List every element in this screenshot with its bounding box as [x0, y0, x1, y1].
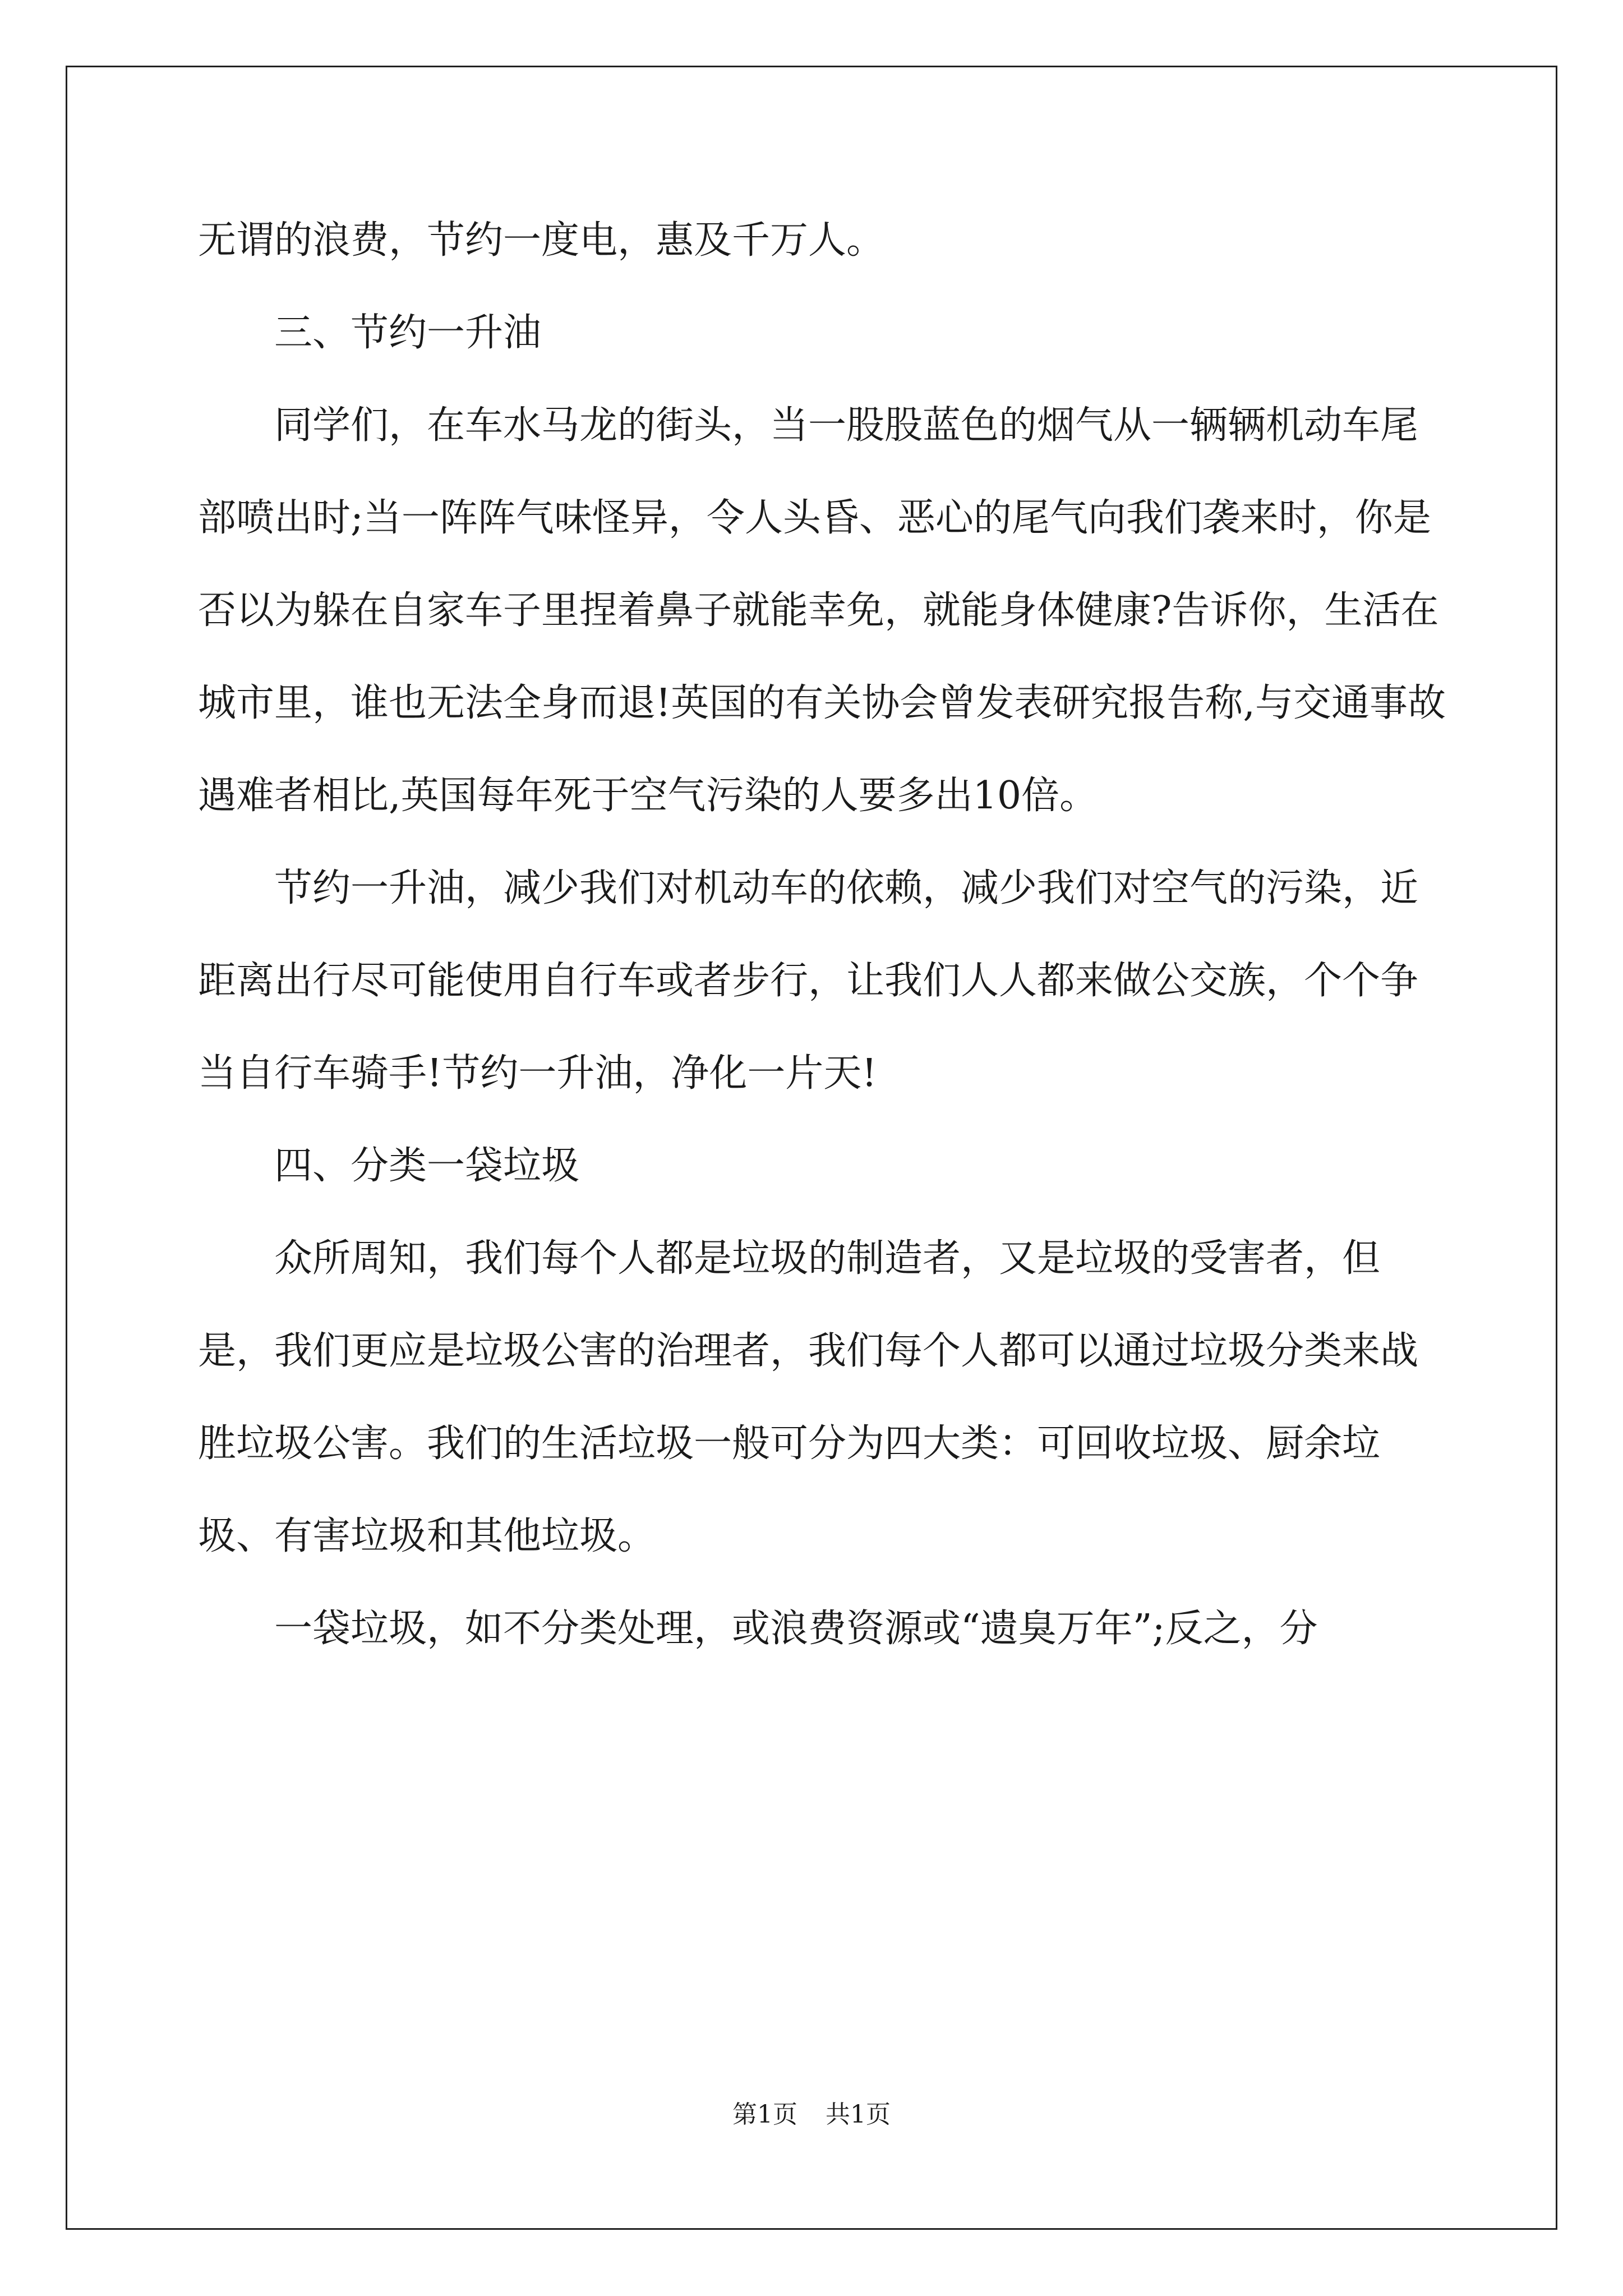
section-heading: 四、分类一袋垃圾 — [274, 1144, 580, 1188]
paragraph: 同学们，在车水马龙的街头，当一股股蓝色的烟气从一辆辆机动车尾部喷出时;当一阵阵气味怪异，令人头昏、恶心的尾气向我们袭来时，你是否以为躲在自家车子里捏着鼻子就能幸免，就能身体健康?告诉你，生活在城市里，谁也无法全身而退!英国的有关协会曾发表研究报告称,与交通事故遇难者相比,英国每年死于空气污染的人要多出10倍。 — [198, 403, 1446, 818]
document-body — [198, 194, 1449, 1675]
page-total: 共1页 — [826, 2100, 891, 2129]
page-footer — [0, 2098, 1623, 2132]
paragraph: 一袋垃圾，如不分类处理，或浪费资源或“遗臭万年”;反之，分 — [274, 1607, 1318, 1651]
paragraph: 节约一升油，减少我们对机动车的依赖，减少我们对空气的污染，近距离出行尽可能使用自行车或者步行，让我们人人都来做公交族，个个争当自行车骑手!节约一升油，净化一片天! — [198, 866, 1419, 1096]
section-heading: 三、节约一升油 — [274, 311, 542, 355]
paragraph: 无谓的浪费，节约一度电，惠及千万人。 — [198, 218, 885, 263]
page-number: 第1页 — [732, 2100, 797, 2129]
paragraph: 众所周知，我们每个人都是垃圾的制造者，又是垃圾的受害者，但是，我们更应是垃圾公害的治理者，我们每个人都可以通过垃圾分类来战胜垃圾公害。我们的生活垃圾一般可分为四大类：可回收垃圾、厨余垃圾、有害垃圾和其他垃圾。 — [198, 1236, 1419, 1558]
